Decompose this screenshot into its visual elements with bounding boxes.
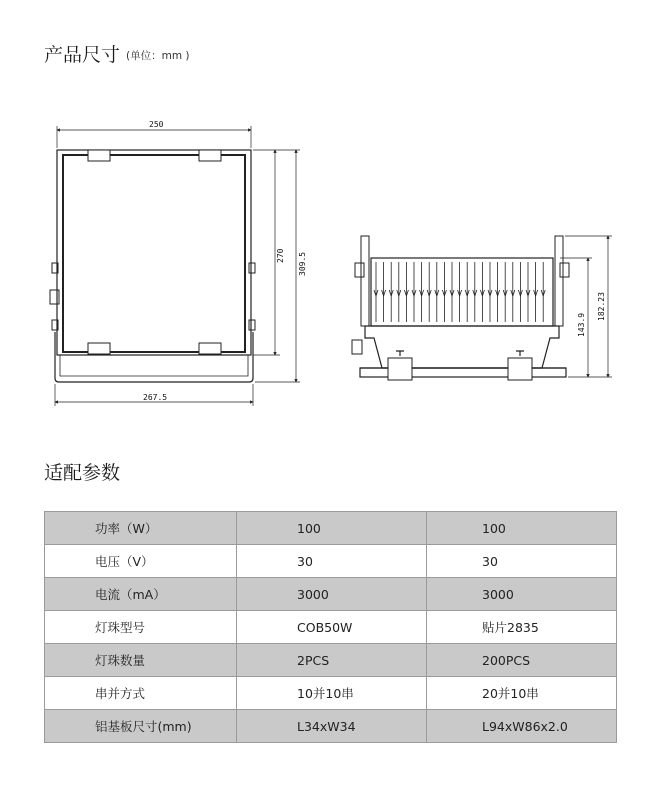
table-row xyxy=(45,512,617,545)
row-value: 100 xyxy=(427,512,617,545)
row-label: 铝基板尺寸(mm) xyxy=(45,710,237,743)
table-row xyxy=(45,644,617,677)
bolt-right-upper xyxy=(249,263,255,273)
row-label: 灯珠型号 xyxy=(45,611,237,644)
clip-top-left xyxy=(88,150,110,161)
row-label: 功率（W） xyxy=(45,512,237,545)
clip-top-right xyxy=(199,150,221,161)
front-bracket xyxy=(55,332,253,382)
row-value: L94xW86x2.0 xyxy=(427,710,617,743)
row-value: 30 xyxy=(237,545,427,578)
row-value: 200PCS xyxy=(427,644,617,677)
row-value: 30 xyxy=(427,545,617,578)
clip-bottom-right xyxy=(199,343,221,354)
dim-height-outer: 309.5 xyxy=(298,251,307,276)
row-value: 3000 xyxy=(237,578,427,611)
row-label: 串并方式 xyxy=(45,677,237,710)
row-value: 100 xyxy=(237,512,427,545)
bracket-left xyxy=(361,236,369,326)
front-body-outline xyxy=(57,150,251,355)
params-title: 适配参数 xyxy=(44,462,121,484)
row-value: 贴片2835 xyxy=(427,611,617,644)
side-view xyxy=(352,236,569,380)
clip-bottom-left xyxy=(88,343,110,354)
front-panel xyxy=(63,155,245,352)
row-value: L34xW34 xyxy=(237,710,427,743)
knob-bottom-left xyxy=(352,340,362,354)
table-row xyxy=(45,578,617,611)
front-dimensions xyxy=(55,126,300,406)
spec-table xyxy=(44,511,617,743)
dim-width-top: 250 xyxy=(149,120,164,129)
table-row xyxy=(45,710,617,743)
dimensions-title: 产品尺寸 xyxy=(44,44,121,66)
bolt-right-lower xyxy=(249,320,255,330)
table-row xyxy=(45,677,617,710)
row-value: 3000 xyxy=(427,578,617,611)
row-label: 灯珠数量 xyxy=(45,644,237,677)
params-heading xyxy=(44,458,120,485)
dim-width-bottom: 267.5 xyxy=(143,393,168,402)
table-row xyxy=(45,545,617,578)
row-value: 10并10串 xyxy=(237,677,427,710)
knob-left xyxy=(355,263,364,277)
heatsink-fins xyxy=(374,262,545,322)
dim-side-outer: 182.23 xyxy=(597,292,606,321)
dim-height-inner: 270 xyxy=(276,248,285,263)
side-clip-left xyxy=(388,358,412,380)
side-clip-right xyxy=(508,358,532,380)
front-view xyxy=(50,150,255,382)
unit-note: (单位：mm ) xyxy=(126,50,190,62)
knob-right xyxy=(560,263,569,277)
heatsink xyxy=(371,258,553,326)
table-row xyxy=(45,611,617,644)
row-value: 20并10串 xyxy=(427,677,617,710)
bolt-left-mid xyxy=(50,290,59,304)
row-label: 电压（V） xyxy=(45,545,237,578)
row-label: 电流（mA） xyxy=(45,578,237,611)
bracket-right xyxy=(555,236,563,326)
row-value: COB50W xyxy=(237,611,427,644)
dim-side-inner: 143.9 xyxy=(577,312,586,337)
row-value: 2PCS xyxy=(237,644,427,677)
